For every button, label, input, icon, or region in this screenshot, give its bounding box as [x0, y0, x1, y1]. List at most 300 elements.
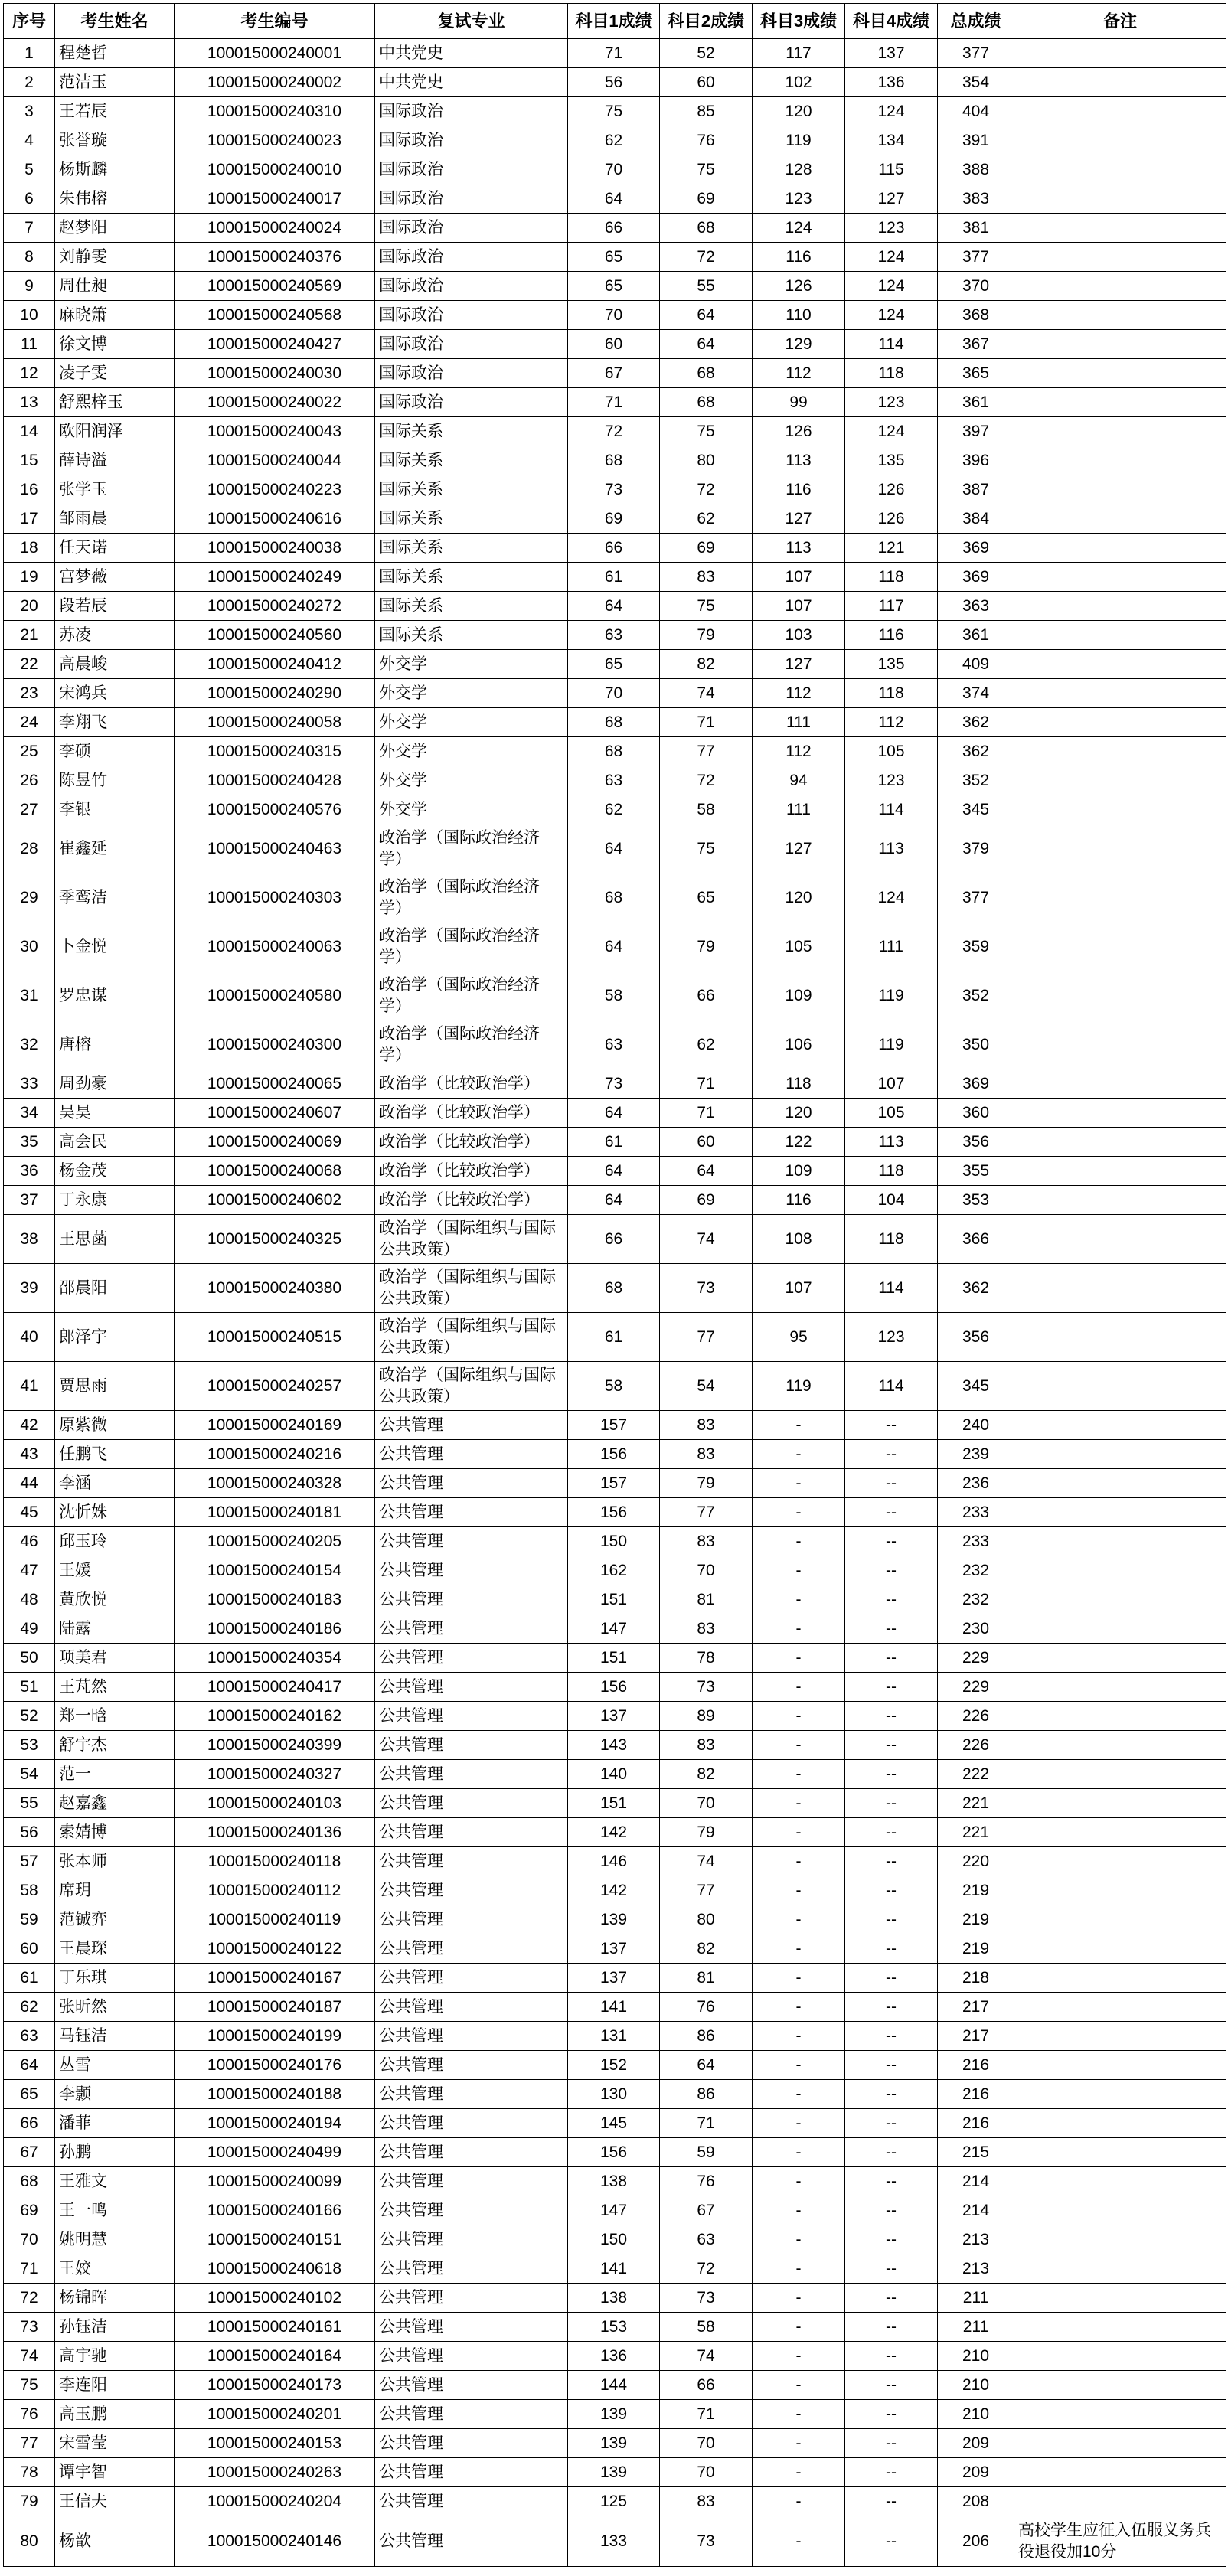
cell-major: 公共管理	[375, 1411, 568, 1440]
cell-subject1: 125	[568, 2487, 660, 2516]
cell-subject2: 83	[660, 1614, 753, 1644]
cell-subject1: 147	[568, 1614, 660, 1644]
cell-index: 70	[4, 2225, 55, 2254]
cell-major: 公共管理	[375, 1847, 568, 1876]
cell-subject3: 108	[753, 1215, 845, 1264]
cell-total: 213	[938, 2225, 1014, 2254]
cell-subject4: --	[845, 1498, 938, 1527]
cell-subject4: 119	[845, 1020, 938, 1069]
cell-name: 丁永康	[55, 1186, 175, 1215]
cell-subject3: -	[753, 1934, 845, 1964]
cell-remark	[1014, 417, 1226, 446]
cell-index: 30	[4, 922, 55, 971]
cell-id: 100015000240162	[175, 1702, 375, 1731]
cell-remark	[1014, 1673, 1226, 1702]
table-row	[4, 2458, 1226, 2487]
cell-index: 55	[4, 1789, 55, 1818]
cell-subject4: --	[845, 2022, 938, 2051]
cell-subject2: 60	[660, 68, 753, 97]
cell-major: 公共管理	[375, 2196, 568, 2225]
cell-name: 王媛	[55, 1556, 175, 1585]
cell-remark: 高校学生应征入伍服义务兵役退役加10分	[1014, 2516, 1226, 2567]
cell-id: 100015000240216	[175, 1440, 375, 1469]
cell-total: 219	[938, 1934, 1014, 1964]
cell-name: 张学玉	[55, 475, 175, 504]
cell-id: 100015000240303	[175, 873, 375, 922]
cell-remark	[1014, 2313, 1226, 2342]
cell-total: 208	[938, 2487, 1014, 2516]
cell-name: 范洁玉	[55, 68, 175, 97]
cell-subject2: 76	[660, 2167, 753, 2196]
cell-subject4: --	[845, 2138, 938, 2167]
cell-subject2: 70	[660, 1789, 753, 1818]
cell-major: 国际政治	[375, 126, 568, 155]
cell-major: 公共管理	[375, 2080, 568, 2109]
cell-subject1: 137	[568, 1964, 660, 1993]
cell-id: 100015000240380	[175, 1264, 375, 1313]
cell-subject4: --	[845, 2051, 938, 2080]
cell-index: 41	[4, 1362, 55, 1411]
cell-index: 2	[4, 68, 55, 97]
cell-index: 11	[4, 330, 55, 359]
cell-index: 78	[4, 2458, 55, 2487]
cell-subject2: 79	[660, 922, 753, 971]
cell-subject3: 112	[753, 737, 845, 766]
cell-subject1: 65	[568, 272, 660, 301]
cell-subject2: 58	[660, 795, 753, 824]
cell-subject1: 64	[568, 1157, 660, 1186]
cell-major: 公共管理	[375, 2400, 568, 2429]
cell-total: 379	[938, 824, 1014, 873]
cell-major: 公共管理	[375, 1556, 568, 1585]
cell-remark	[1014, 1702, 1226, 1731]
cell-subject4: 121	[845, 534, 938, 563]
table-row	[4, 1264, 1226, 1313]
cell-subject3: -	[753, 1702, 845, 1731]
cell-major: 公共管理	[375, 1614, 568, 1644]
cell-total: 232	[938, 1556, 1014, 1585]
cell-subject2: 72	[660, 2254, 753, 2284]
cell-name: 邵晨阳	[55, 1264, 175, 1313]
cell-name: 杨金茂	[55, 1157, 175, 1186]
cell-index: 61	[4, 1964, 55, 1993]
cell-id: 100015000240607	[175, 1099, 375, 1128]
cell-subject1: 68	[568, 737, 660, 766]
cell-index: 66	[4, 2109, 55, 2138]
cell-total: 404	[938, 97, 1014, 126]
cell-id: 100015000240024	[175, 214, 375, 243]
cell-index: 8	[4, 243, 55, 272]
cell-id: 100015000240122	[175, 1934, 375, 1964]
cell-remark	[1014, 971, 1226, 1020]
table-row	[4, 1157, 1226, 1186]
cell-name: 孙鹏	[55, 2138, 175, 2167]
cell-subject4: --	[845, 2225, 938, 2254]
cell-subject4: --	[845, 2371, 938, 2400]
cell-major: 公共管理	[375, 2254, 568, 2284]
cell-name: 苏凌	[55, 621, 175, 650]
cell-total: 216	[938, 2080, 1014, 2109]
cell-name: 李银	[55, 795, 175, 824]
cell-subject3: -	[753, 2109, 845, 2138]
cell-id: 100015000240188	[175, 2080, 375, 2109]
cell-subject2: 83	[660, 1440, 753, 1469]
cell-subject4: 114	[845, 1362, 938, 1411]
cell-index: 38	[4, 1215, 55, 1264]
cell-id: 100015000240515	[175, 1313, 375, 1362]
cell-subject4: 118	[845, 679, 938, 708]
cell-subject4: --	[845, 1527, 938, 1556]
cell-subject3: 102	[753, 68, 845, 97]
table-row	[4, 737, 1226, 766]
cell-name: 沈忻姝	[55, 1498, 175, 1527]
cell-subject3: 119	[753, 126, 845, 155]
cell-subject4: 113	[845, 1128, 938, 1157]
cell-subject4: --	[845, 1847, 938, 1876]
cell-remark	[1014, 1847, 1226, 1876]
cell-name: 宋鸿兵	[55, 679, 175, 708]
cell-name: 范一	[55, 1760, 175, 1789]
cell-subject1: 130	[568, 2080, 660, 2109]
cell-name: 赵嘉鑫	[55, 1789, 175, 1818]
cell-subject3: 116	[753, 243, 845, 272]
header-name: 考生姓名	[55, 4, 175, 39]
cell-subject1: 146	[568, 1847, 660, 1876]
cell-subject2: 80	[660, 446, 753, 475]
cell-subject2: 82	[660, 650, 753, 679]
cell-subject2: 69	[660, 1186, 753, 1215]
cell-remark	[1014, 2400, 1226, 2429]
cell-remark	[1014, 330, 1226, 359]
table-row	[4, 1673, 1226, 1702]
cell-id: 100015000240167	[175, 1964, 375, 1993]
cell-name: 任鹏飞	[55, 1440, 175, 1469]
cell-subject3: 119	[753, 1362, 845, 1411]
cell-name: 项美君	[55, 1644, 175, 1673]
cell-index: 67	[4, 2138, 55, 2167]
cell-subject3: 120	[753, 1099, 845, 1128]
cell-subject3: -	[753, 1440, 845, 1469]
header-major: 复试专业	[375, 4, 568, 39]
cell-subject3: -	[753, 2429, 845, 2458]
cell-id: 100015000240146	[175, 2516, 375, 2567]
cell-id: 100015000240310	[175, 97, 375, 126]
cell-subject2: 75	[660, 155, 753, 184]
cell-subject3: -	[753, 2371, 845, 2400]
cell-total: 219	[938, 1876, 1014, 1905]
cell-subject2: 66	[660, 2371, 753, 2400]
cell-remark	[1014, 214, 1226, 243]
cell-major: 公共管理	[375, 2313, 568, 2342]
cell-total: 222	[938, 1760, 1014, 1789]
cell-subject3: 118	[753, 1069, 845, 1099]
cell-remark	[1014, 1556, 1226, 1585]
cell-index: 75	[4, 2371, 55, 2400]
cell-major: 中共党史	[375, 68, 568, 97]
cell-id: 100015000240618	[175, 2254, 375, 2284]
cell-major: 公共管理	[375, 1702, 568, 1731]
cell-subject1: 64	[568, 184, 660, 214]
cell-remark	[1014, 2051, 1226, 2080]
cell-id: 100015000240194	[175, 2109, 375, 2138]
table-row	[4, 2516, 1226, 2567]
cell-name: 李涵	[55, 1469, 175, 1498]
cell-subject4: --	[845, 2196, 938, 2225]
cell-major: 政治学（国际政治经济学）	[375, 1020, 568, 1069]
cell-total: 215	[938, 2138, 1014, 2167]
cell-subject1: 151	[568, 1585, 660, 1614]
cell-index: 33	[4, 1069, 55, 1099]
cell-major: 外交学	[375, 708, 568, 737]
cell-subject2: 75	[660, 417, 753, 446]
cell-index: 52	[4, 1702, 55, 1731]
cell-major: 公共管理	[375, 2371, 568, 2400]
cell-subject1: 73	[568, 475, 660, 504]
cell-subject2: 83	[660, 563, 753, 592]
cell-subject3: 103	[753, 621, 845, 650]
cell-subject2: 77	[660, 1498, 753, 1527]
cell-subject2: 78	[660, 1644, 753, 1673]
cell-subject4: 105	[845, 737, 938, 766]
cell-total: 377	[938, 243, 1014, 272]
cell-index: 4	[4, 126, 55, 155]
cell-index: 45	[4, 1498, 55, 1527]
cell-major: 国际关系	[375, 563, 568, 592]
cell-name: 欧阳润泽	[55, 417, 175, 446]
cell-id: 100015000240068	[175, 1157, 375, 1186]
cell-remark	[1014, 243, 1226, 272]
cell-subject1: 142	[568, 1876, 660, 1905]
cell-major: 国际政治	[375, 301, 568, 330]
cell-subject2: 70	[660, 1556, 753, 1585]
cell-subject1: 56	[568, 68, 660, 97]
cell-subject3: 128	[753, 155, 845, 184]
table-row	[4, 417, 1226, 446]
cell-subject3: 110	[753, 301, 845, 330]
cell-subject4: 117	[845, 592, 938, 621]
cell-subject3: -	[753, 1731, 845, 1760]
table-row	[4, 39, 1226, 68]
cell-id: 100015000240118	[175, 1847, 375, 1876]
cell-subject1: 150	[568, 1527, 660, 1556]
cell-major: 国际政治	[375, 272, 568, 301]
cell-name: 王雅文	[55, 2167, 175, 2196]
cell-subject2: 63	[660, 2225, 753, 2254]
cell-subject1: 133	[568, 2516, 660, 2567]
cell-subject2: 77	[660, 737, 753, 766]
cell-index: 3	[4, 97, 55, 126]
table-row	[4, 873, 1226, 922]
cell-major: 国际关系	[375, 417, 568, 446]
cell-remark	[1014, 621, 1226, 650]
cell-subject1: 70	[568, 301, 660, 330]
cell-index: 48	[4, 1585, 55, 1614]
cell-remark	[1014, 1069, 1226, 1099]
cell-index: 73	[4, 2313, 55, 2342]
cell-subject1: 145	[568, 2109, 660, 2138]
cell-subject2: 74	[660, 1215, 753, 1264]
cell-subject1: 137	[568, 1934, 660, 1964]
cell-name: 黄欣悦	[55, 1585, 175, 1614]
cell-subject1: 66	[568, 534, 660, 563]
cell-remark	[1014, 1818, 1226, 1847]
cell-subject1: 151	[568, 1644, 660, 1673]
cell-total: 369	[938, 534, 1014, 563]
cell-subject1: 64	[568, 824, 660, 873]
header-id: 考生编号	[175, 4, 375, 39]
cell-subject4: --	[845, 1556, 938, 1585]
cell-remark	[1014, 534, 1226, 563]
cell-name: 潘菲	[55, 2109, 175, 2138]
cell-subject4: --	[845, 1789, 938, 1818]
cell-remark	[1014, 1964, 1226, 1993]
cell-id: 100015000240187	[175, 1993, 375, 2022]
cell-subject4: 124	[845, 301, 938, 330]
cell-name: 刘静雯	[55, 243, 175, 272]
cell-remark	[1014, 2458, 1226, 2487]
cell-id: 100015000240044	[175, 446, 375, 475]
cell-subject2: 71	[660, 1069, 753, 1099]
cell-name: 张昕然	[55, 1993, 175, 2022]
cell-index: 16	[4, 475, 55, 504]
cell-total: 374	[938, 679, 1014, 708]
cell-id: 100015000240417	[175, 1673, 375, 1702]
cell-name: 徐文博	[55, 330, 175, 359]
cell-name: 程楚哲	[55, 39, 175, 68]
cell-subject3: 122	[753, 1128, 845, 1157]
table-row	[4, 1644, 1226, 1673]
cell-name: 席玥	[55, 1876, 175, 1905]
cell-id: 100015000240119	[175, 1905, 375, 1934]
cell-index: 17	[4, 504, 55, 534]
cell-index: 39	[4, 1264, 55, 1313]
cell-name: 王姣	[55, 2254, 175, 2284]
cell-id: 100015000240151	[175, 2225, 375, 2254]
cell-remark	[1014, 1614, 1226, 1644]
table-row	[4, 1469, 1226, 1498]
cell-id: 100015000240023	[175, 126, 375, 155]
cell-subject1: 131	[568, 2022, 660, 2051]
table-row	[4, 1313, 1226, 1362]
cell-index: 36	[4, 1157, 55, 1186]
cell-subject3: -	[753, 1847, 845, 1876]
cell-name: 薛诗溢	[55, 446, 175, 475]
cell-major: 公共管理	[375, 1731, 568, 1760]
cell-index: 80	[4, 2516, 55, 2567]
cell-index: 51	[4, 1673, 55, 1702]
cell-subject4: 114	[845, 795, 938, 824]
cell-subject2: 64	[660, 1157, 753, 1186]
cell-index: 28	[4, 824, 55, 873]
cell-name: 唐榕	[55, 1020, 175, 1069]
table-row	[4, 534, 1226, 563]
cell-subject2: 82	[660, 1760, 753, 1789]
cell-subject3: 95	[753, 1313, 845, 1362]
cell-subject2: 89	[660, 1702, 753, 1731]
cell-name: 段若辰	[55, 592, 175, 621]
cell-id: 100015000240030	[175, 359, 375, 388]
header-index: 序号	[4, 4, 55, 39]
table-row	[4, 330, 1226, 359]
cell-subject1: 70	[568, 679, 660, 708]
cell-remark	[1014, 2080, 1226, 2109]
cell-index: 59	[4, 1905, 55, 1934]
cell-index: 40	[4, 1313, 55, 1362]
table-row	[4, 184, 1226, 214]
cell-subject3: 107	[753, 563, 845, 592]
cell-id: 100015000240010	[175, 155, 375, 184]
cell-major: 公共管理	[375, 2516, 568, 2567]
cell-name: 宫梦薇	[55, 563, 175, 592]
cell-name: 朱伟榕	[55, 184, 175, 214]
cell-subject3: -	[753, 1789, 845, 1818]
cell-major: 外交学	[375, 650, 568, 679]
cell-subject3: 99	[753, 388, 845, 417]
cell-remark	[1014, 126, 1226, 155]
cell-major: 中共党史	[375, 39, 568, 68]
cell-major: 公共管理	[375, 1673, 568, 1702]
cell-subject1: 67	[568, 359, 660, 388]
cell-subject3: -	[753, 2196, 845, 2225]
cell-subject4: 126	[845, 504, 938, 534]
cell-subject2: 77	[660, 1876, 753, 1905]
cell-total: 219	[938, 1905, 1014, 1934]
cell-subject2: 82	[660, 1934, 753, 1964]
cell-subject1: 150	[568, 2225, 660, 2254]
table-row	[4, 1556, 1226, 1585]
cell-total: 236	[938, 1469, 1014, 1498]
cell-index: 32	[4, 1020, 55, 1069]
cell-index: 74	[4, 2342, 55, 2371]
cell-remark	[1014, 301, 1226, 330]
cell-subject4: --	[845, 1818, 938, 1847]
cell-index: 18	[4, 534, 55, 563]
cell-index: 9	[4, 272, 55, 301]
cell-id: 100015000240327	[175, 1760, 375, 1789]
cell-id: 100015000240560	[175, 621, 375, 650]
cell-name: 高晨峻	[55, 650, 175, 679]
cell-total: 229	[938, 1673, 1014, 1702]
table-row	[4, 1128, 1226, 1157]
cell-total: 353	[938, 1186, 1014, 1215]
cell-remark	[1014, 1789, 1226, 1818]
cell-id: 100015000240249	[175, 563, 375, 592]
cell-name: 宋雪莹	[55, 2429, 175, 2458]
cell-major: 公共管理	[375, 2458, 568, 2487]
cell-name: 杨锦晖	[55, 2284, 175, 2313]
cell-subject3: 126	[753, 272, 845, 301]
cell-subject4: 124	[845, 97, 938, 126]
header-remark: 备注	[1014, 4, 1226, 39]
cell-subject3: -	[753, 1469, 845, 1498]
cell-subject1: 62	[568, 126, 660, 155]
cell-subject4: --	[845, 2400, 938, 2429]
cell-id: 100015000240058	[175, 708, 375, 737]
cell-id: 100015000240325	[175, 1215, 375, 1264]
table-row	[4, 1614, 1226, 1644]
cell-total: 210	[938, 2371, 1014, 2400]
cell-id: 100015000240427	[175, 330, 375, 359]
cell-remark	[1014, 2167, 1226, 2196]
cell-subject1: 147	[568, 2196, 660, 2225]
cell-subject1: 66	[568, 214, 660, 243]
cell-index: 20	[4, 592, 55, 621]
cell-id: 100015000240223	[175, 475, 375, 504]
cell-subject4: --	[845, 2254, 938, 2284]
cell-index: 63	[4, 2022, 55, 2051]
cell-remark	[1014, 1760, 1226, 1789]
cell-major: 国际政治	[375, 184, 568, 214]
